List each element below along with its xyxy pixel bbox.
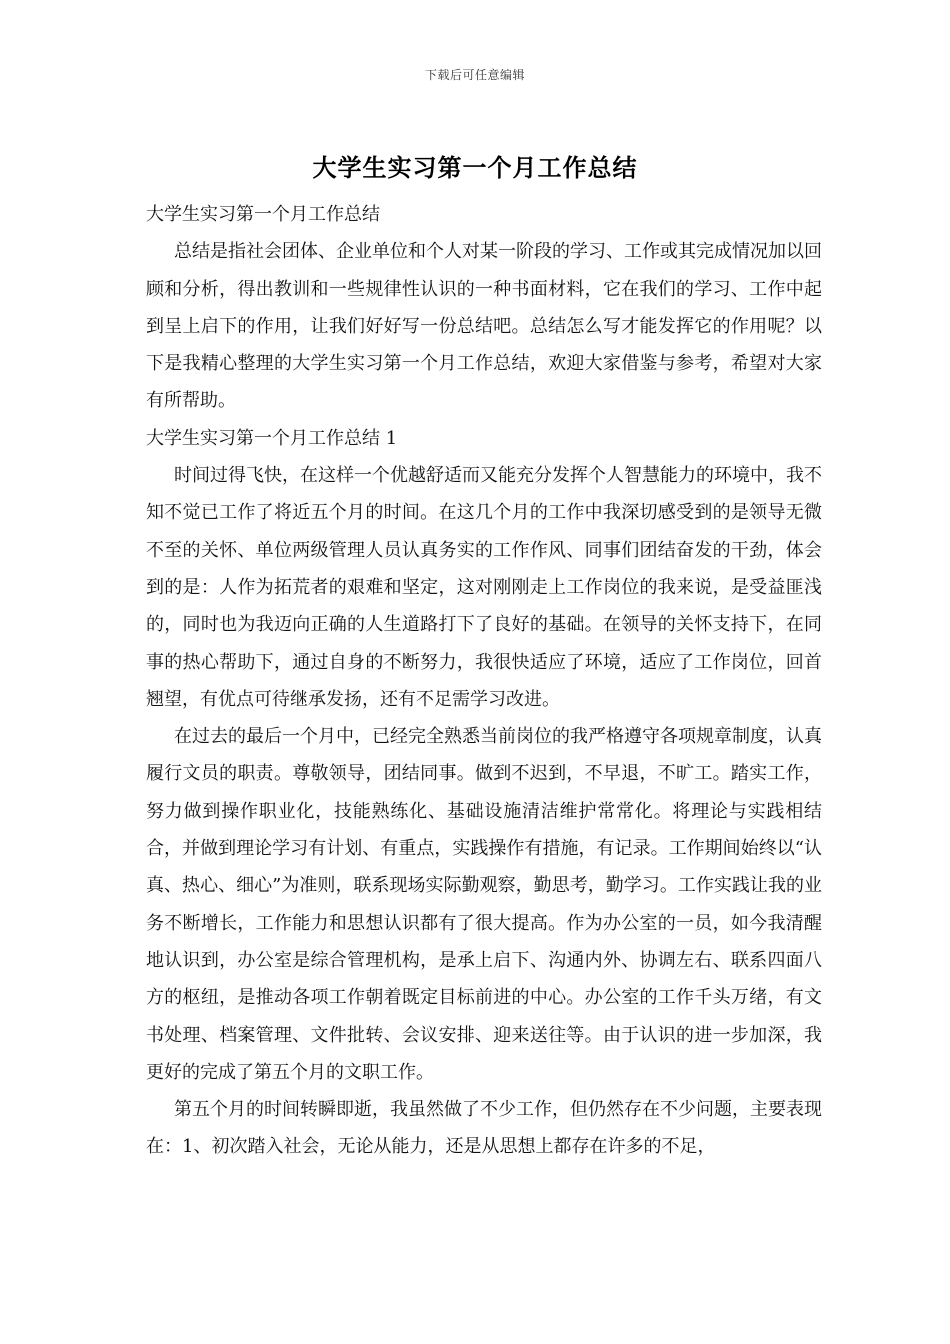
document-title: 大学生实习第一个月工作总结 [312,153,638,182]
section-heading-1: 大学生实习第一个月工作总结 1 [146,427,398,449]
document-body [146,196,822,1166]
subtitle-paragraph: 大学生实习第一个月工作总结 [146,204,380,225]
body-paragraph-2: 在过去的最后一个月中，已经完全熟悉当前岗位的我严格遵守各项规章制度，认真履行文员的职责。尊敬领导，团结同事。做到不迟到，不早退，不旷工。踏实工作，努力做到操作职业化，技能熟练化、基础设施清洁维护常常化。将理论与实践相结合，并做到理论学习有计划、有重点，实践操作有措施，有记录。工作期间始终以“认真、热心、细心”为准则，联系现场实际勤观察，勤思考，勤学习。工作实践让我的业务不断增长，工作能力和思想认识都有了很大提高。作为办公室的一员，如今我清醒地认识到，办公室是综合管理机构，是承上启下、沟通内外、协调左右、联系四面八方的枢纽，是推动各项工作朝着既定目标前进的中心。办公室的工作千头万绪，有文书处理、档案管理、文件批转、会议安排、迎来送往等。由于认识的进一步加深，我更好的完成了第五个月的文职工作。 [146,726,822,1083]
header-note: 下载后可任意编辑 [424,68,525,82]
body-paragraph-1: 时间过得飞快，在这样一个优越舒适而又能充分发挥个人智慧能力的环境中，我不知不觉已工作了将近五个月的时间。在这几个月的工作中我深切感受到的是领导无微不至的关怀、单位两级管理人员认真务实的工作作风、同事们团结奋发的干劲，体会到的是：人作为拓荒者的艰难和坚定，这对刚刚走上工作岗位的我来说，是受益匪浅的，同时也为我迈向正确的人生道路打下了良好的基础。在领导的关怀支持下，在同事的热心帮助下，通过自身的不断努力，我很快适应了环境，适应了工作岗位，回首翘望，有优点可待继承发扬，还有不足需学习改进。 [146,465,822,710]
body-paragraph-3: 第五个月的时间转瞬即逝，我虽然做了不少工作，但仍然存在不少问题，主要表现在：1、初次踏入社会，无论从能力，还是从思想上都存在许多的不足， [146,1099,822,1158]
intro-paragraph: 总结是指社会团体、企业单位和个人对某一阶段的学习、工作或其完成情况加以回顾和分析，得出教训和一些规律性认识的一种书面材料，它在我们的学习、工作中起到呈上启下的作用，让我们好好写一份总结吧。总结怎么写才能发挥它的作用呢？以下是我精心整理的大学生实习第一个月工作总结，欢迎大家借鉴与参考，希望对大家有所帮助。 [146,241,822,412]
